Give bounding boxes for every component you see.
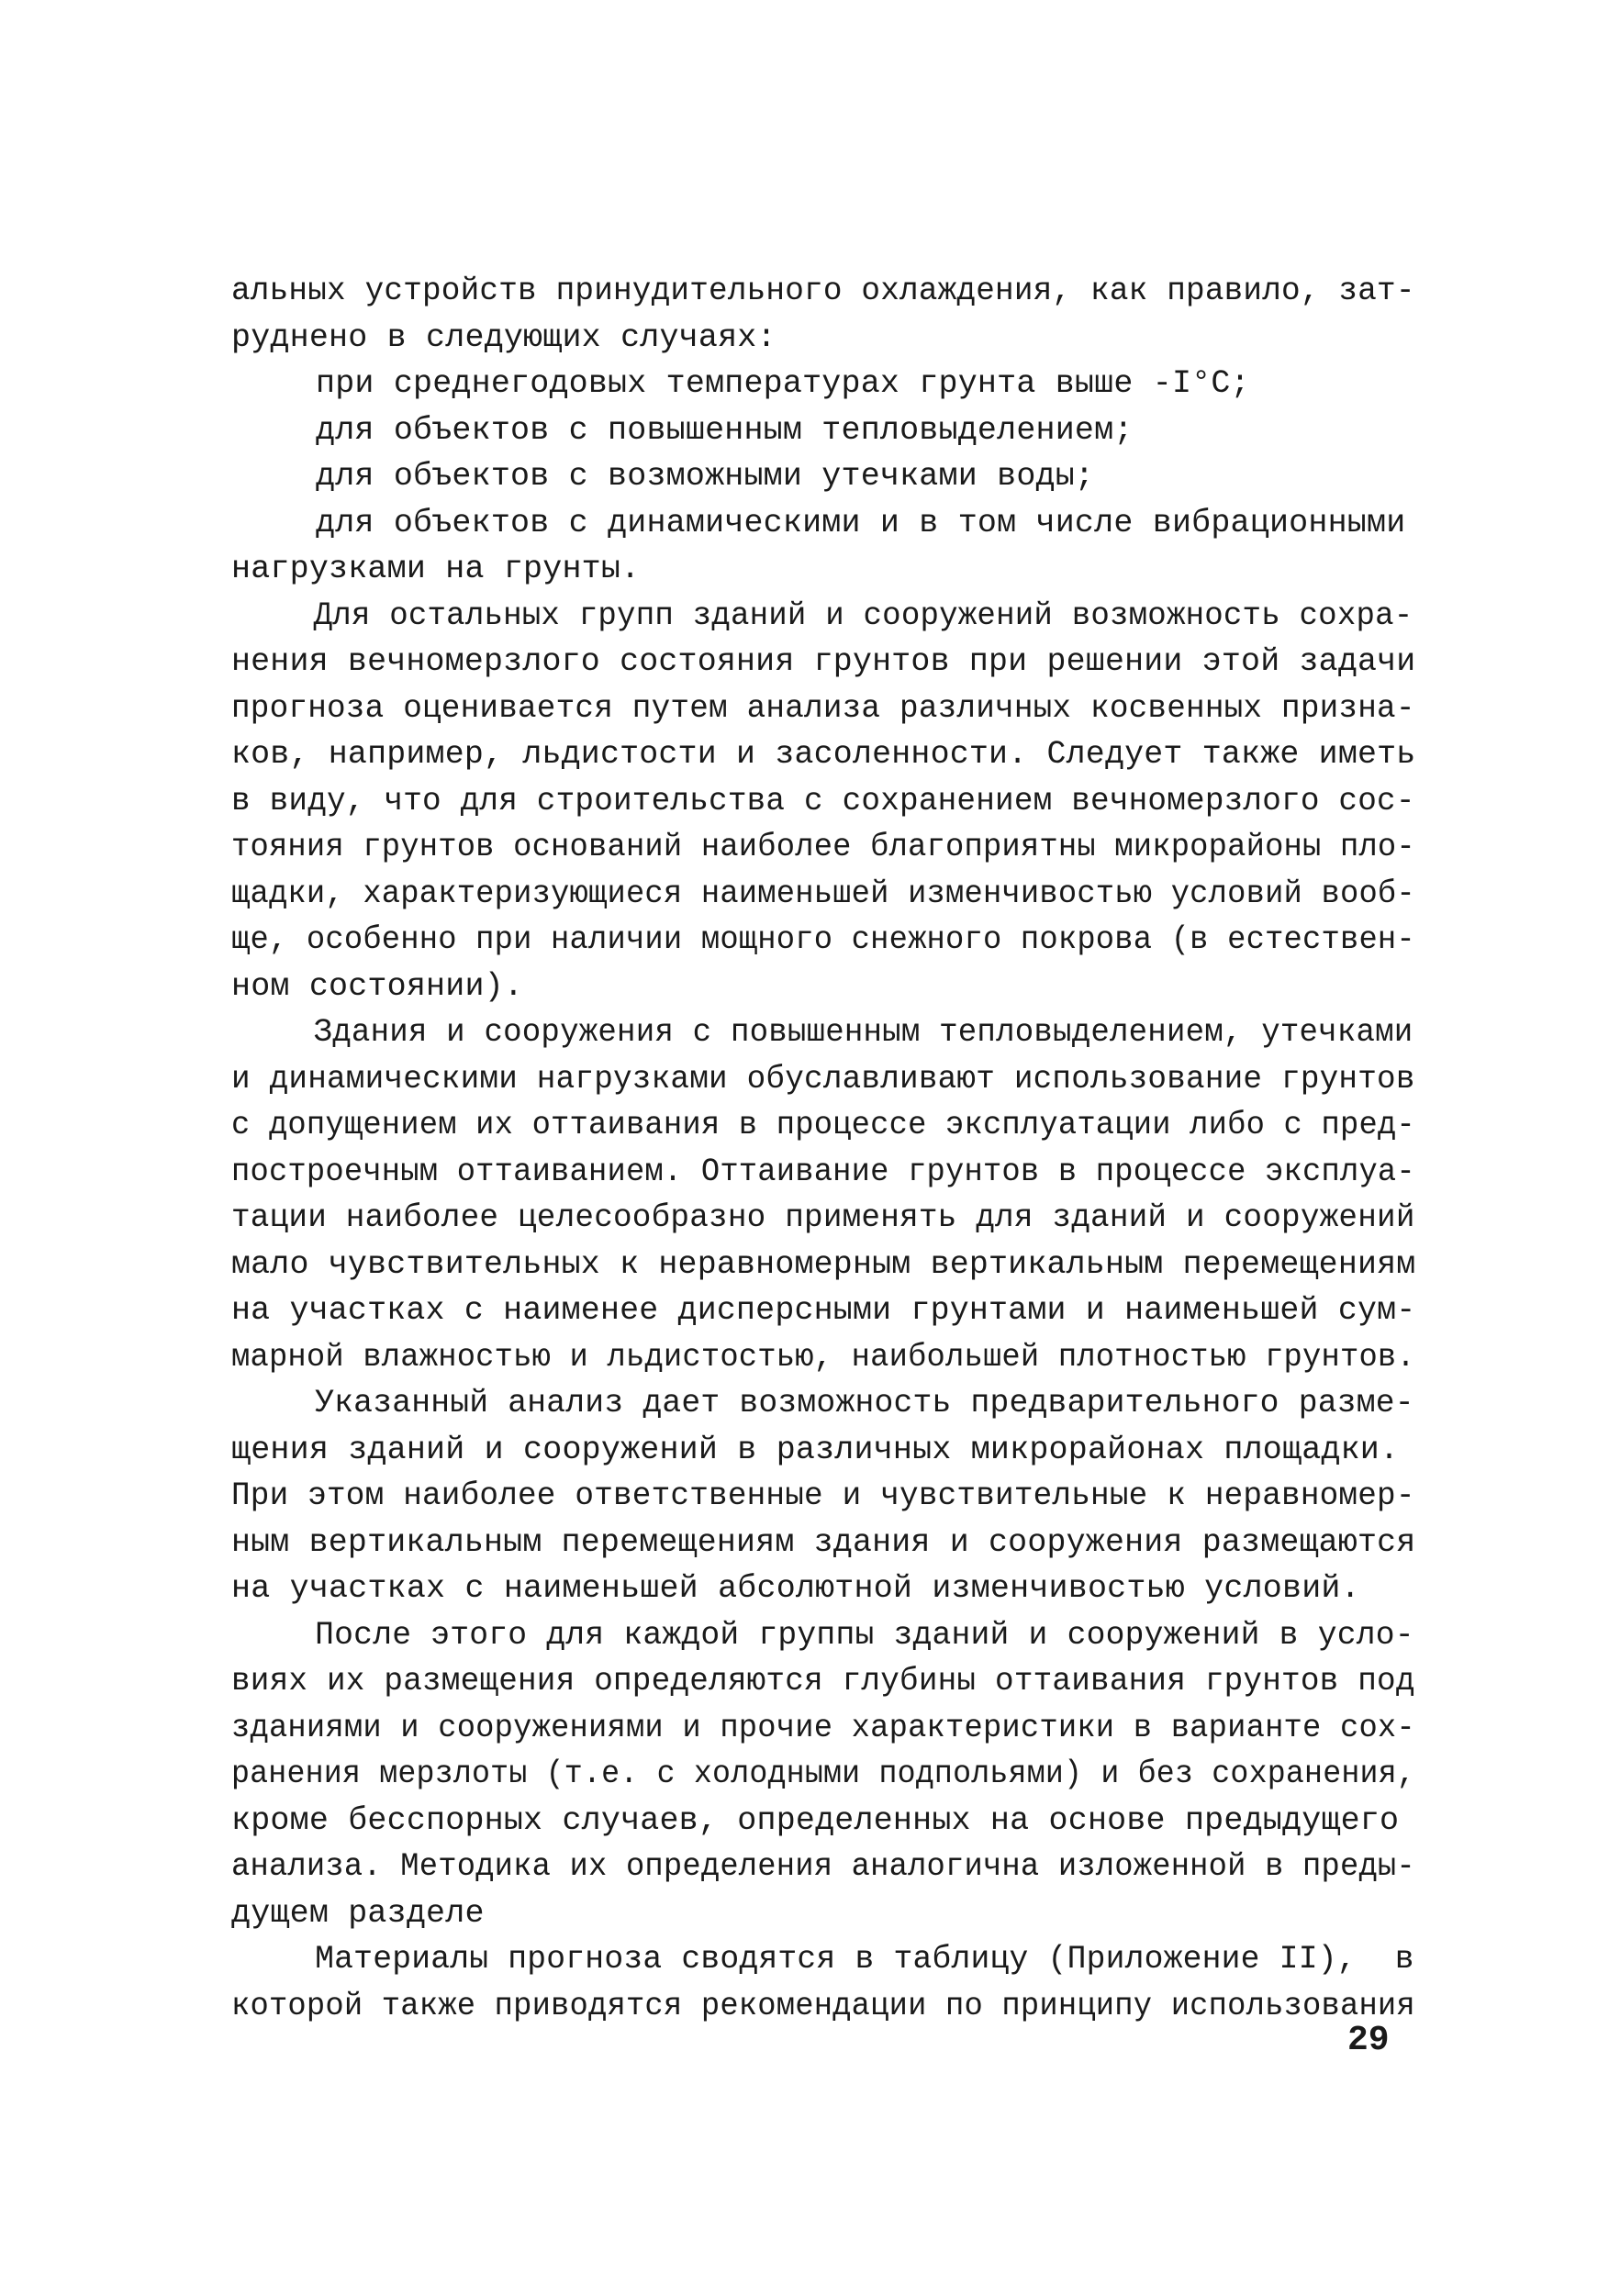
text-line: виях их размещения определяются глубины оттаивания грунтов под <box>231 1663 1415 1700</box>
text-line: нения вечномерзлого состояния грунтов при решении этой задачи <box>231 643 1416 680</box>
text-line: кроме бесспорных случаев, определенных на основе предыдущего <box>231 1801 1400 1839</box>
text-line: на участках с наименьшей абсолютной изменчивостью условий. <box>231 1570 1360 1607</box>
text-line: После этого для каждой группы зданий и сооружений в усло- <box>315 1616 1414 1654</box>
text-line: ном состоянии). <box>231 967 524 1005</box>
text-line: альных устройств принудительного охлаждения, как правило, зат- <box>231 273 1415 309</box>
text-line: тации наиболее целесообразно применять для зданий и сооружений <box>231 1199 1415 1236</box>
text-line: для объектов с динамическими и в том числе вибрационными <box>316 504 1406 541</box>
text-line: тояния грунтов оснований наиболее благоприятны микрорайоны пло- <box>231 829 1415 865</box>
text-line: построечным оттаиванием. Оттаивание грунтов в процессе эксплуа- <box>231 1153 1415 1190</box>
text-line: прогноза оценивается путем анализа различных косвенных призна- <box>231 689 1415 727</box>
text-line: ранения мерзлоты (т.е. с холодными подпольями) и без сохранения, <box>231 1755 1415 1792</box>
text-line: на участках с наименее дисперсными грунтами и наименьшей сум- <box>231 1292 1416 1329</box>
text-line: мало чувствительных к неравномерным вертикальным перемещениям <box>231 1245 1416 1283</box>
text-line: Материалы прогноза сводятся в таблицу (Приложение II), в <box>315 1941 1414 1978</box>
text-line: которой также приводятся рекомендации по принципу использования <box>231 1987 1415 2024</box>
text-line: щадки, характеризующиеся наименьшей изменчивостью условий вооб- <box>231 875 1415 912</box>
text-line: зданиями и сооружениями и прочие характеристики в варианте сох- <box>231 1709 1415 1746</box>
text-line: щения зданий и сооружений в различных микрорайонах площадки. <box>231 1431 1400 1468</box>
text-line: Для остальных групп зданий и сооружений возможность сохра- <box>313 596 1413 634</box>
text-line: анализа. Методика их определения аналогична изложенной в преды- <box>231 1848 1415 1885</box>
text-line: руднено в следующих случаях: <box>231 318 776 356</box>
text-line: для объектов с повышенным тепловыделением; <box>316 411 1134 449</box>
text-line: в виду, что для строительства с сохранением вечномерзлого сос- <box>231 782 1415 819</box>
text-line: дущем разделе <box>231 1894 485 1932</box>
text-line: и динамическими нагрузками обуславливают использование грунтов <box>231 1060 1415 1098</box>
page-number: 29 <box>1347 2021 1390 2060</box>
text-line: для объектов с возможными утечками воды; <box>316 458 1095 495</box>
text-line: нагрузками на грунты. <box>231 551 641 587</box>
text-line: с допущением их оттаивания в процессе эксплуатации либо с пред- <box>231 1107 1415 1143</box>
text-line: Указанный анализ дает возможность предварительного разме- <box>315 1385 1414 1421</box>
text-line: ным вертикальным перемещениям здания и сооружения размещаются <box>231 1523 1416 1561</box>
body-text <box>231 268 1415 2029</box>
text-line: ще, особенно при наличии мощного снежного покрова (в естествен- <box>231 921 1415 958</box>
text-line: марной влажностью и льдистостью, наибольшей плотностью грунтов. <box>231 1338 1415 1376</box>
text-line: Здания и сооружения с повышенным тепловыделением, утечками <box>313 1014 1413 1051</box>
text-line: При этом наиболее ответственные и чувствительные к неравномер- <box>231 1477 1415 1514</box>
text-line: при среднегодовых температурах грунта выше -I°C; <box>316 365 1250 402</box>
text-line: ков, например, льдистости и засоленности. Следует также иметь <box>231 736 1416 773</box>
